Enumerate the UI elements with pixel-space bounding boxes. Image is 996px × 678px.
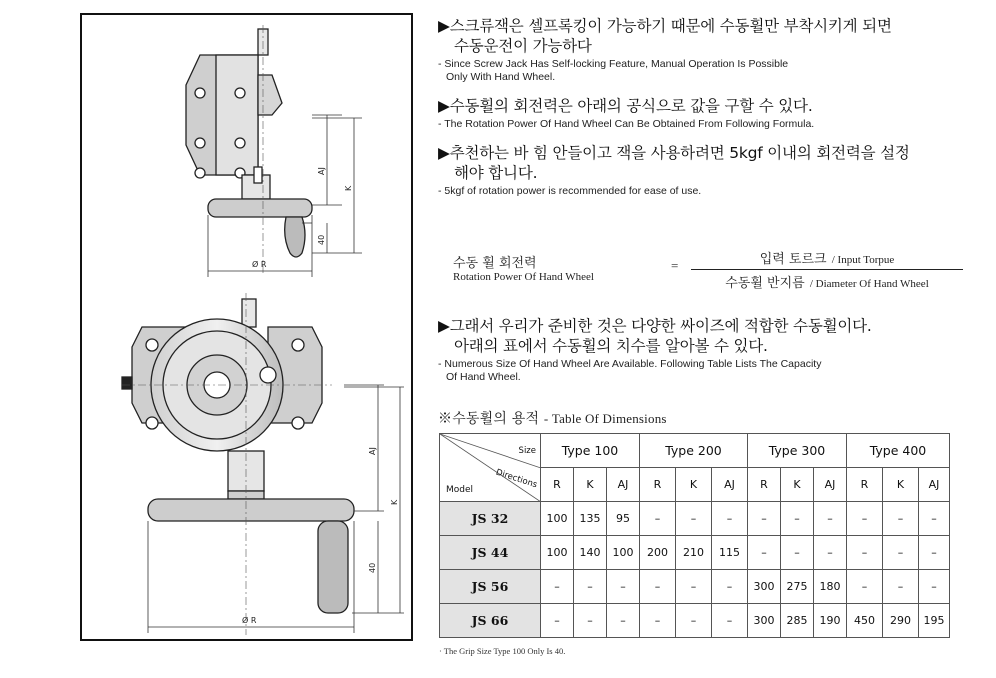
top-k-label: K bbox=[344, 185, 353, 191]
bottom-view bbox=[122, 299, 354, 613]
value-cell: 290 bbox=[883, 604, 919, 638]
value-cell: – bbox=[640, 570, 676, 604]
intro-2-en-line-1: - The Rotation Power Of Hand Wheel Can Be Obtained From Following Formula. bbox=[438, 118, 815, 130]
value-cell: 195 bbox=[919, 604, 950, 638]
col-aj: AJ bbox=[607, 468, 640, 502]
sizes-note-block bbox=[438, 316, 978, 384]
value-cell: – bbox=[541, 604, 574, 638]
formula-equals: = bbox=[671, 258, 679, 273]
value-cell: – bbox=[712, 570, 748, 604]
top-aj-label: AJ bbox=[317, 167, 326, 175]
intro-3-korean bbox=[438, 143, 978, 183]
sizes-kr-line-1: ▶그래서 우리가 준비한 것은 다양한 싸이즈에 적합한 수동휠이다. bbox=[438, 317, 872, 335]
formula-denominator bbox=[691, 270, 963, 291]
formula-fraction bbox=[691, 248, 963, 291]
value-cell: 200 bbox=[640, 536, 676, 570]
value-cell: – bbox=[607, 604, 640, 638]
value-cell: – bbox=[640, 604, 676, 638]
value-cell: – bbox=[919, 570, 950, 604]
value-cell: 190 bbox=[814, 604, 847, 638]
value-cell: – bbox=[541, 570, 574, 604]
model-cell: JS 44 bbox=[440, 536, 541, 570]
formula-den-kr: 수동휠 반지름 bbox=[725, 276, 805, 291]
intro-1-en-line-1: - Since Screw Jack Has Self-locking Feature, Manual Operation Is Possible bbox=[438, 58, 789, 70]
value-cell: – bbox=[781, 536, 814, 570]
sizes-note-korean bbox=[438, 316, 978, 356]
value-cell: – bbox=[607, 570, 640, 604]
technical-drawing-panel bbox=[80, 13, 413, 641]
hand-wheel-drawing bbox=[82, 15, 415, 643]
value-cell: 300 bbox=[748, 604, 781, 638]
value-cell: – bbox=[748, 502, 781, 536]
intro-3-en-line-1: - 5kgf of rotation power is recommended for ease of use. bbox=[438, 185, 702, 197]
col-k: K bbox=[781, 468, 814, 502]
bottom-k-label: K bbox=[390, 499, 399, 505]
intro-1-korean bbox=[438, 16, 978, 56]
value-cell: – bbox=[814, 536, 847, 570]
type-300-header: Type 300 bbox=[748, 434, 847, 468]
value-cell: – bbox=[712, 604, 748, 638]
value-cell: – bbox=[847, 536, 883, 570]
value-cell: – bbox=[883, 536, 919, 570]
formula-num-kr: 입력 토르크 bbox=[759, 252, 827, 267]
value-cell: – bbox=[676, 502, 712, 536]
intro-3-kr-line-2: 해야 합니다. bbox=[454, 164, 538, 182]
intro-1-english bbox=[438, 58, 978, 84]
sizes-note-english bbox=[438, 358, 978, 384]
table-title-kr: ※수동휠의 용적 bbox=[438, 411, 540, 427]
intro-block-3 bbox=[438, 143, 978, 198]
value-cell: 100 bbox=[541, 502, 574, 536]
value-cell: – bbox=[883, 502, 919, 536]
value-cell: – bbox=[676, 570, 712, 604]
col-r: R bbox=[748, 468, 781, 502]
value-cell: – bbox=[574, 604, 607, 638]
intro-block-2 bbox=[438, 96, 978, 131]
table-corner-cell bbox=[440, 434, 541, 502]
corner-size-label: Size bbox=[518, 446, 536, 456]
table-row bbox=[440, 570, 950, 604]
type-200-header: Type 200 bbox=[640, 434, 748, 468]
value-cell: 300 bbox=[748, 570, 781, 604]
col-r: R bbox=[847, 468, 883, 502]
formula-left-kr: 수동 휠 회전력 bbox=[453, 256, 537, 271]
value-cell: 135 bbox=[574, 502, 607, 536]
value-cell: – bbox=[883, 570, 919, 604]
table-row bbox=[440, 536, 950, 570]
value-cell: – bbox=[781, 502, 814, 536]
table-title-en: - Table Of Dimensions bbox=[543, 411, 667, 426]
sizes-en-line-1: - Numerous Size Of Hand Wheel Are Available. Following Table Lists The Capacity bbox=[438, 358, 822, 370]
intro-1-kr-line-2: 수동운전이 가능하다 bbox=[454, 37, 592, 55]
value-cell: 210 bbox=[676, 536, 712, 570]
table-row bbox=[440, 604, 950, 638]
formula-den-en: / Diameter Of Hand Wheel bbox=[809, 278, 929, 290]
value-cell: 285 bbox=[781, 604, 814, 638]
table-body bbox=[440, 502, 950, 638]
top-dia-label: Ø R bbox=[252, 260, 267, 269]
description-column bbox=[438, 16, 978, 210]
table-row bbox=[440, 502, 950, 536]
intro-1-en-line-2: Only With Hand Wheel. bbox=[446, 71, 556, 83]
value-cell: 100 bbox=[607, 536, 640, 570]
col-k: K bbox=[676, 468, 712, 502]
value-cell: – bbox=[748, 536, 781, 570]
value-cell: 180 bbox=[814, 570, 847, 604]
dimension-table bbox=[439, 433, 950, 638]
intro-1-kr-line-1: ▶스크류잭은 셀프록킹이 가능하기 때문에 수동휠만 부착시키게 되면 bbox=[438, 17, 892, 35]
formula-numerator bbox=[691, 248, 963, 270]
value-cell: 115 bbox=[712, 536, 748, 570]
value-cell: – bbox=[574, 570, 607, 604]
value-cell: – bbox=[919, 536, 950, 570]
value-cell: 95 bbox=[607, 502, 640, 536]
model-cell: JS 66 bbox=[440, 604, 541, 638]
formula-left-en: Rotation Power Of Hand Wheel bbox=[453, 271, 594, 283]
bottom-dia-label: Ø R bbox=[242, 616, 257, 625]
col-k: K bbox=[883, 468, 919, 502]
model-cell: JS 56 bbox=[440, 570, 541, 604]
value-cell: – bbox=[919, 502, 950, 536]
col-r: R bbox=[541, 468, 574, 502]
value-cell: 100 bbox=[541, 536, 574, 570]
bottom-aj-label: AJ bbox=[368, 447, 377, 455]
value-cell: 275 bbox=[781, 570, 814, 604]
value-cell: – bbox=[676, 604, 712, 638]
value-cell: – bbox=[814, 502, 847, 536]
value-cell: – bbox=[847, 570, 883, 604]
model-cell: JS 32 bbox=[440, 502, 541, 536]
rotation-power-formula bbox=[453, 248, 973, 291]
intro-2-kr-line-1: ▶수동휠의 회전력은 아래의 공식으로 값을 구할 수 있다. bbox=[438, 97, 813, 115]
grip-size-note: · The Grip Size Type 100 Only Is 40. bbox=[439, 646, 566, 656]
type-100-header: Type 100 bbox=[541, 434, 640, 468]
col-aj: AJ bbox=[712, 468, 748, 502]
sizes-en-line-2: Of Hand Wheel. bbox=[446, 371, 521, 383]
table-header-row-types bbox=[440, 434, 950, 468]
value-cell: – bbox=[847, 502, 883, 536]
top-grip-label: 40 bbox=[317, 234, 326, 245]
col-k: K bbox=[574, 468, 607, 502]
top-view bbox=[186, 29, 312, 257]
col-aj: AJ bbox=[814, 468, 847, 502]
col-aj: AJ bbox=[919, 468, 950, 502]
value-cell: – bbox=[640, 502, 676, 536]
value-cell: – bbox=[712, 502, 748, 536]
type-400-header: Type 400 bbox=[847, 434, 950, 468]
value-cell: 140 bbox=[574, 536, 607, 570]
bottom-grip-label: 40 bbox=[368, 562, 377, 573]
corner-model-label: Model bbox=[446, 485, 474, 495]
table-title bbox=[438, 408, 667, 428]
value-cell: 450 bbox=[847, 604, 883, 638]
corner-directions-label: Directions bbox=[494, 467, 539, 491]
col-r: R bbox=[640, 468, 676, 502]
intro-3-kr-line-1: ▶추천하는 바 힘 안들이고 잭을 사용하려면 5kgf 이내의 회전력을 설정 bbox=[438, 144, 910, 162]
intro-block-1 bbox=[438, 16, 978, 84]
formula-left bbox=[453, 252, 594, 283]
formula-num-en: / Input Torpue bbox=[831, 254, 895, 266]
sizes-kr-line-2: 아래의 표에서 수동휠의 치수를 알아볼 수 있다. bbox=[454, 337, 768, 355]
